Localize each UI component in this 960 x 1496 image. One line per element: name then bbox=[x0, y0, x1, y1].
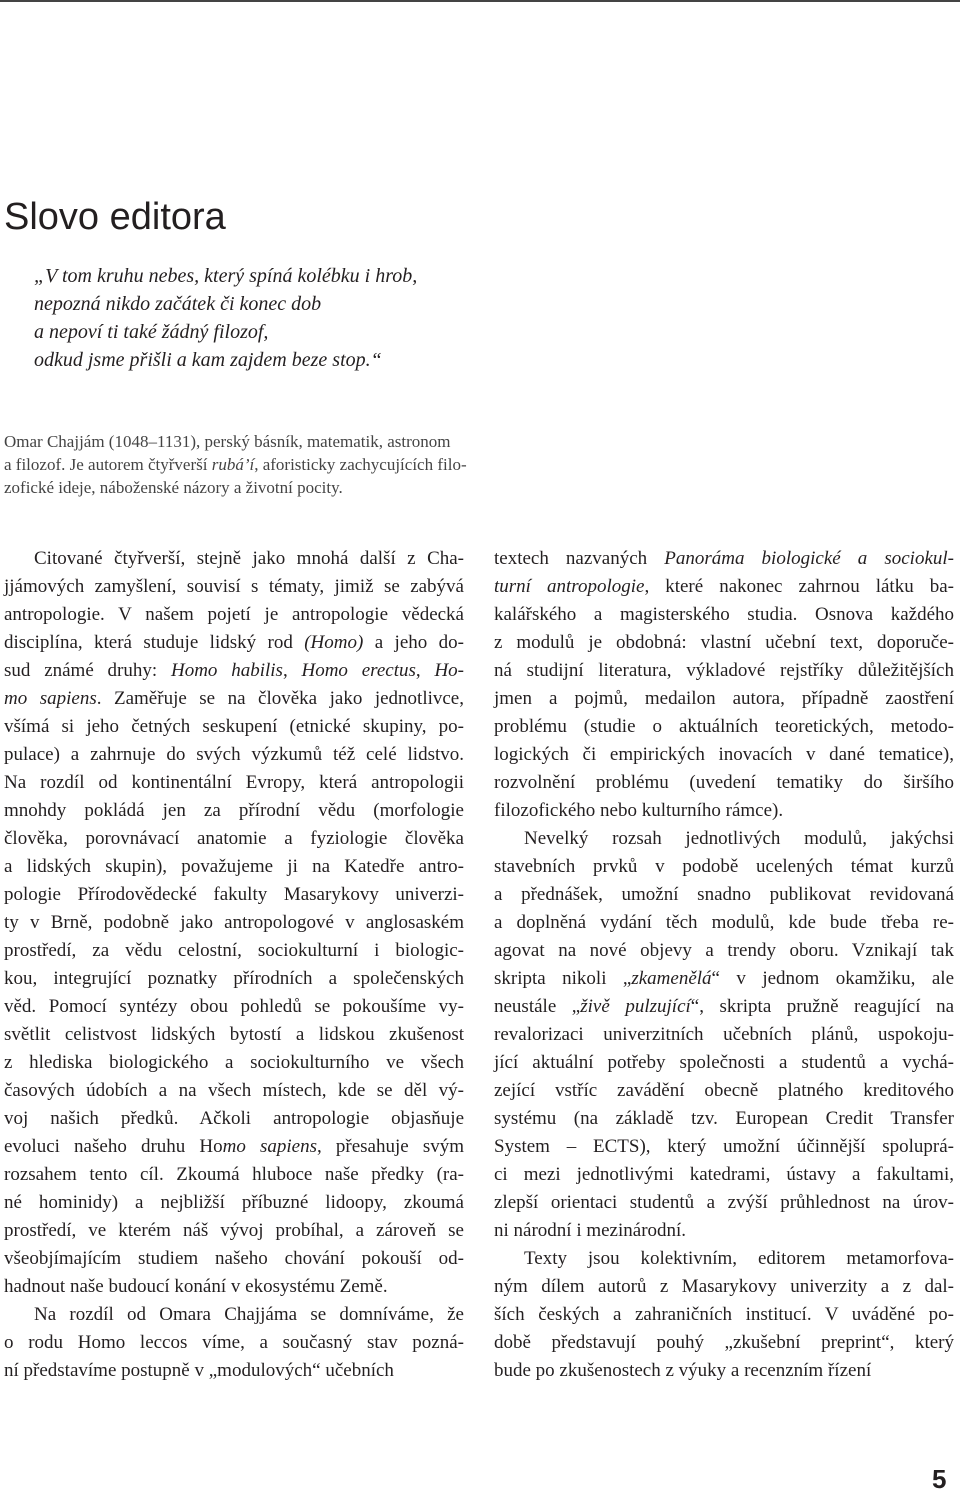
text-line: Nevelký rozsah jednotlivých modulů, jakýchsi bbox=[524, 828, 954, 849]
text-line: ty v Brně, podobně jako antropologové v anglosaském bbox=[4, 912, 464, 933]
text-line: z modulů je obdobná: vlastní učební text, doporuče- bbox=[494, 632, 954, 653]
text-line: sud známé druhy: Homo habilis, Homo erectus, Ho- bbox=[4, 660, 464, 681]
text-line: rozsahem tento cíl. Zkoumá hluboce naše předky (ra- bbox=[4, 1164, 464, 1185]
text-line: systému (na základě tzv. European Credit Transfer bbox=[494, 1108, 954, 1129]
text-line: problému (studie o aktuálních teoretických, metodo- bbox=[494, 716, 954, 737]
text-line: System – ECTS), který umožní účinnější spoluprá- bbox=[494, 1136, 954, 1157]
text-line: z hlediska biologického a sociokulturního ve všech bbox=[4, 1052, 464, 1073]
page-title: Slovo editora bbox=[4, 196, 226, 238]
epigraph-poem bbox=[34, 262, 554, 374]
text-line: pulace) a zahrnuje do svých výzkumů též celé lidstvo. bbox=[4, 744, 464, 765]
text-line: antropologie. V našem pojetí je antropologie vědecká bbox=[4, 604, 464, 625]
text-line: logických či empirických inovacích v dané tematice), bbox=[494, 744, 954, 765]
text-line: kou, integrující poznatky přírodních a společenských bbox=[4, 968, 464, 989]
body-text-left-column bbox=[4, 545, 464, 1385]
text-line: ci mezi jednotlivými katedrami, ústavy a fakultami, bbox=[494, 1164, 954, 1185]
poem-line: a nepoví ti také žádný filozof, bbox=[34, 321, 269, 343]
text-line: jící aktuální potřeby společnosti a studentů a vychá- bbox=[494, 1052, 954, 1073]
text-line: disciplína, která studuje lidský rod (Homo) a jeho do- bbox=[4, 632, 464, 653]
text-line: ni národní i mezinárodní. bbox=[494, 1220, 687, 1241]
text-line: ným dílem autorů z Masarykovy univerzity a z dal- bbox=[494, 1276, 954, 1297]
text-line: době představují pouhý „zkušební preprint“, který bbox=[494, 1332, 954, 1353]
text-line: věd. Pomocí syntézy obou pohledů se pokoušíme vy- bbox=[4, 996, 464, 1017]
text-line: pologie Přírodovědecké fakulty Masarykovy univerzi- bbox=[4, 884, 464, 905]
text-line: neustále „živě pulzující“, skripta pružně reagující na bbox=[494, 996, 955, 1017]
text-line: člověka, porovnávací anatomie a fyziologie člověka bbox=[4, 828, 464, 849]
text-line: zející vstříc zavádění obecně platného kreditového bbox=[494, 1080, 954, 1101]
top-rule bbox=[0, 0, 960, 2]
poem-line: nepozná nikdo začátek či konec dob bbox=[34, 293, 322, 315]
text-line: né hominidy) a nejbližší příbuzné lidoopy, zkoumá bbox=[4, 1192, 464, 1213]
text-line: Texty jsou kolektivním, editorem metamorfova- bbox=[524, 1248, 954, 1269]
text-line: všeobjímajícím studiem našeho chování pokouší od- bbox=[4, 1248, 464, 1269]
attribution-line: Omar Chajjám (1048–1131), perský básník, matematik, astronom bbox=[4, 432, 451, 451]
text-line: ších českých a zahraničních institucí. V uváděné po- bbox=[494, 1304, 954, 1325]
text-line: textech nazvaných Panoráma biologické a sociokul- bbox=[494, 548, 954, 569]
text-line: turní antropologie, které nakonec zahrnou látku ba- bbox=[494, 576, 954, 597]
text-line: bude po zkušenostech z výuky a recenzním řízení bbox=[494, 1360, 872, 1381]
text-line: jmen a pojmů, medailon autora, případně zaostření bbox=[494, 688, 954, 709]
text-line: voj našich předků. Ačkoli antropologie objasňuje bbox=[4, 1108, 464, 1129]
text-line: revalorizaci univerzitních učebních plánů, uspokoju- bbox=[494, 1024, 954, 1045]
text-line: skripta nikoli „zkamenělá“ v jednom okamžiku, ale bbox=[494, 968, 954, 989]
epigraph-attribution bbox=[4, 430, 474, 499]
text-line: rozvolnění problému (uvedení tematiky do širšího bbox=[494, 772, 954, 793]
text-line: mo sapiens. Zaměřuje se na člověka jako jednotlivce, bbox=[4, 688, 464, 709]
text-line: prostředí, ve kterém náš vývoj probíhal, a zároveň se bbox=[4, 1220, 464, 1241]
text-line: mnohdy pokládá jen za přírodní vědu (morfologie bbox=[4, 800, 464, 821]
text-line: ní představíme postupně v „modulových“ učebních bbox=[4, 1360, 394, 1381]
text-line: Na rozdíl od kontinentální Evropy, která antropologii bbox=[4, 772, 464, 793]
text-line: kalářského a magisterského studia. Osnova každého bbox=[494, 604, 954, 625]
text-line: světlit celistvost lidských bytostí a lidskou zkušenost bbox=[4, 1024, 464, 1045]
text-line: Citované čtyřverší, stejně jako mnohá další z Cha- bbox=[34, 548, 464, 569]
text-line: a přednášek, umožní snadno publikovat revidovaná bbox=[494, 884, 954, 905]
text-line: zlepší orientaci studentů a zvýší průhlednost na úrov- bbox=[494, 1192, 954, 1213]
page-number: 5 bbox=[932, 1464, 947, 1494]
text-line: jjámových zamyšlení, souvisí s tématy, jimiž se zabývá bbox=[4, 576, 464, 597]
text-line: Na rozdíl od Omara Chajjáma se domníváme, že bbox=[34, 1304, 464, 1325]
body-text-right-column bbox=[494, 545, 954, 1385]
text-line: a lidských skupin), považujeme ji na Katedře antro- bbox=[4, 856, 464, 877]
text-line: filozofického nebo kulturního rámce). bbox=[494, 800, 784, 821]
text-line: stavebních prvků v podobě ucelených témat kurzů bbox=[494, 856, 954, 877]
text-line: všímá si jeho četných seskupení (etnické skupiny, po- bbox=[4, 716, 464, 737]
text-line: agovat na nové objevy a trendy oboru. Vznikají tak bbox=[494, 940, 954, 961]
text-line: o rodu Homo leccos víme, a současný stav pozná- bbox=[4, 1332, 464, 1353]
text-line: ná studijní literatura, výkladové rejstříky důležitějších bbox=[494, 660, 954, 681]
text-line: a doplněná vydání těch modulů, kde bude třeba re- bbox=[494, 912, 954, 933]
attribution-line: a filozof. Je autorem čtyřverší rubá’í, aforisticky zachycujících filo- bbox=[4, 455, 467, 474]
poem-line: „V tom kruhu nebes, který spíná kolébku i hrob, bbox=[34, 265, 418, 287]
attribution-line: zofické ideje, náboženské názory a životní pocity. bbox=[4, 478, 343, 497]
text-line: evoluci našeho druhu Homo sapiens, přesahuje svým bbox=[4, 1136, 464, 1157]
text-line: časových údobích a na všech místech, kde se děl vý- bbox=[4, 1080, 464, 1101]
text-line: hadnout naše budoucí konání v ekosystému Země. bbox=[4, 1276, 388, 1297]
poem-line: odkud jsme přišli a kam zajdem beze stop.“ bbox=[34, 349, 382, 371]
text-line: prostředí, za vědu celostní, sociokulturní i biologic- bbox=[4, 940, 464, 961]
